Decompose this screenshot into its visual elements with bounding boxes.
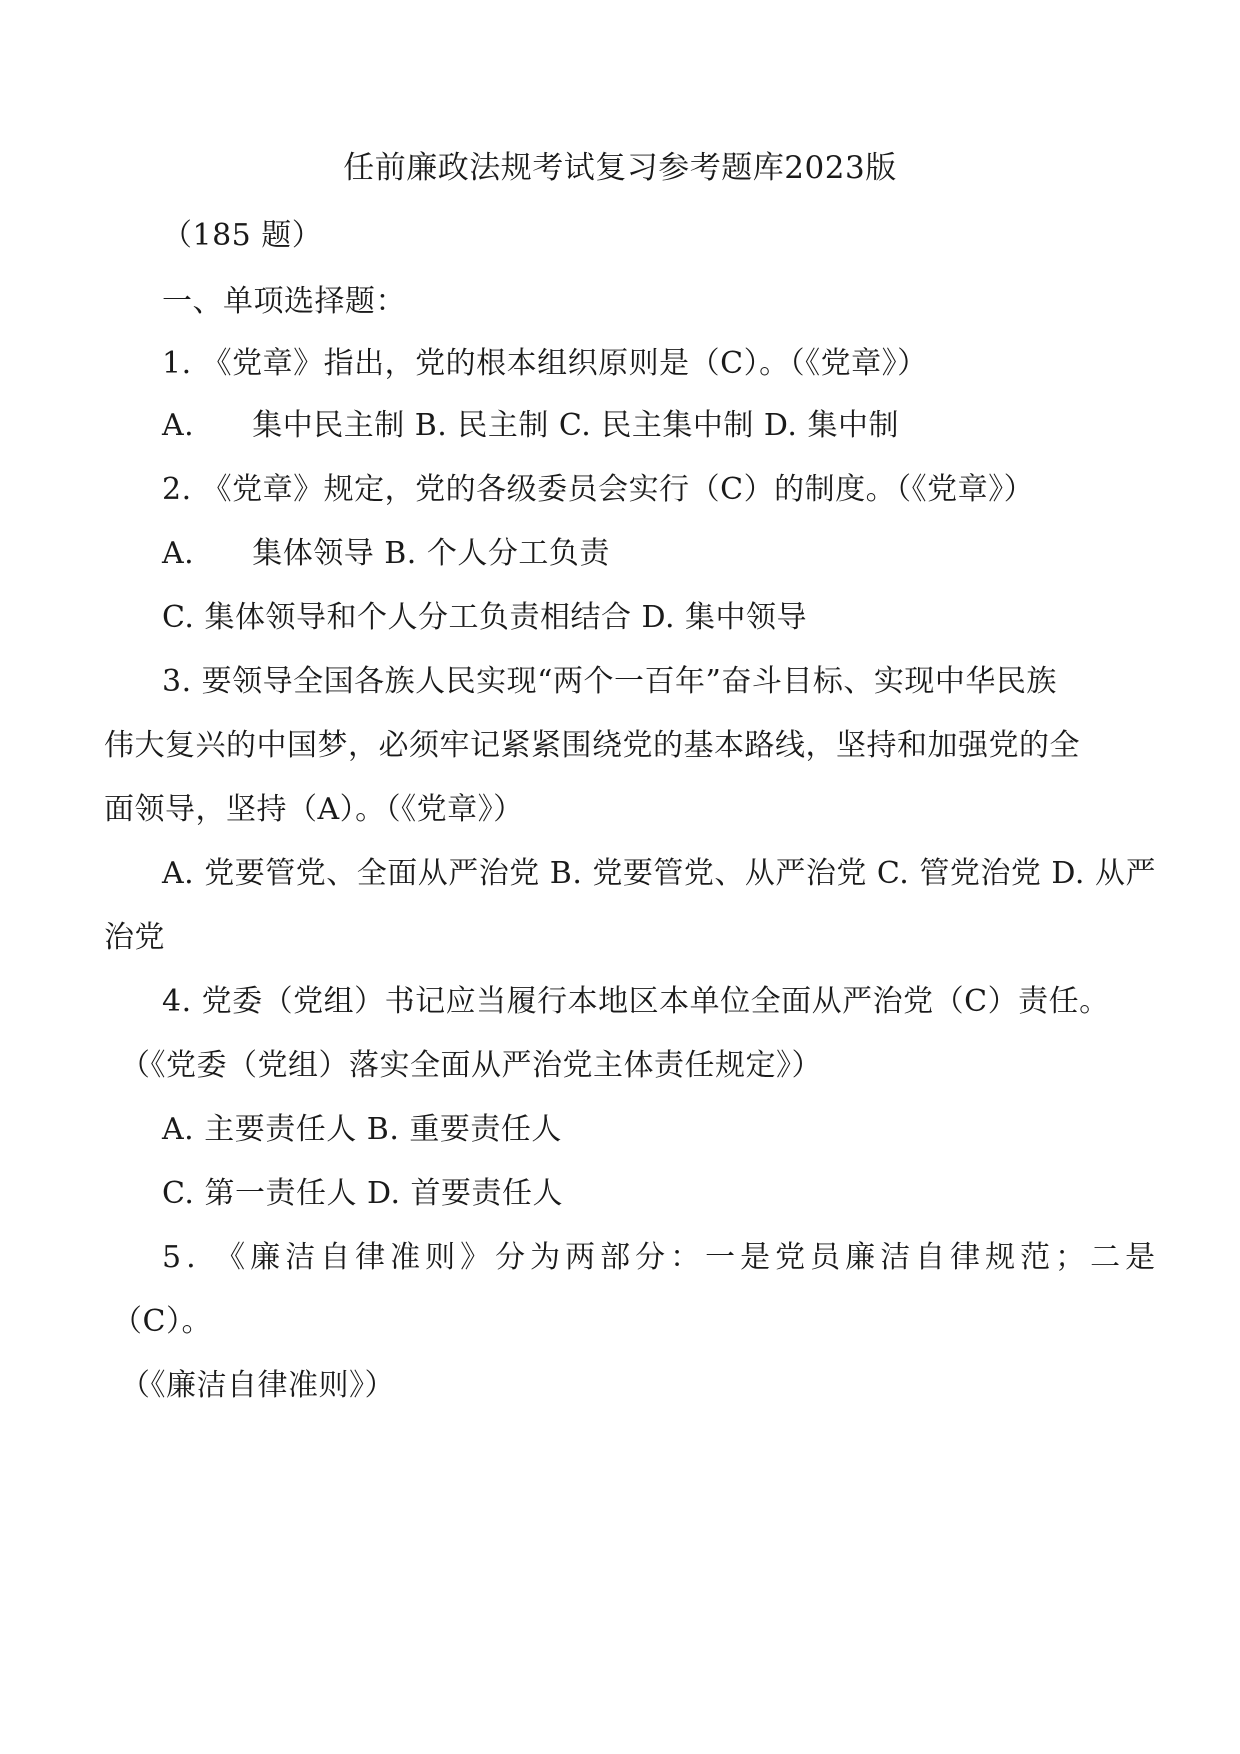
question-2-options-line-2: C. 集体领导和个人分工负责相结合 D. 集中领导	[162, 600, 808, 635]
question-3-stem-line-2: 伟大复兴的中国梦，必须牢记紧紧围绕党的基本路线，坚持和加强党的全	[104, 728, 1080, 763]
section-heading: 一、单项选择题：	[162, 284, 406, 319]
question-count-note: （185 题）	[162, 218, 323, 253]
option-prefix: A.	[162, 408, 195, 443]
question-5-stem-line-3: （《廉洁自律准则》）	[120, 1368, 395, 1403]
question-4-stem-line-2: （《党委（党组）落实全面从严治党主体责任规定》）	[120, 1048, 822, 1083]
options-text: 集中民主制 B. 民主制 C. 民主集中制 D. 集中制	[252, 408, 899, 443]
question-3-options-line-2: 治党	[104, 920, 165, 955]
question-2-stem: 2. 《党章》规定，党的各级委员会实行（C）的制度。（《党章》）	[162, 472, 1035, 507]
question-2-options	[162, 534, 610, 574]
question-1-stem: 1. 《党章》指出，党的根本组织原则是（C）。（《党章》）	[162, 346, 928, 381]
question-4-options-line-2: C. 第一责任人 D. 首要责任人	[162, 1176, 564, 1211]
question-3-stem-line-3: 面领导，坚持（A）。（《党章》）	[104, 792, 524, 827]
question-5-stem-line-2: （C）。	[112, 1304, 212, 1339]
question-3-options-line-1: A. 党要管党、全面从严治党 B. 党要管党、从严治党 C. 管党治党 D. 从严	[162, 856, 1156, 891]
question-3-stem-line-1: 3. 要领导全国各族人民实现“两个一百年”奋斗目标、实现中华民族	[162, 664, 1057, 699]
question-4-options-line-1: A. 主要责任人 B. 重要责任人	[162, 1112, 562, 1147]
options-text: 集体领导 B. 个人分工负责	[252, 536, 610, 571]
document-title: 任前廉政法规考试复习参考题库2023版	[343, 150, 897, 186]
question-5-stem-line-1: 5. 《廉洁自律准则》分为两部分：一是党员廉洁自律规范；二是	[162, 1240, 1161, 1275]
question-1-options	[162, 406, 899, 446]
question-4-stem-line-1: 4. 党委（党组）书记应当履行本地区本单位全面从严治党（C）责任。	[162, 984, 1110, 1019]
option-prefix: A.	[162, 536, 195, 571]
